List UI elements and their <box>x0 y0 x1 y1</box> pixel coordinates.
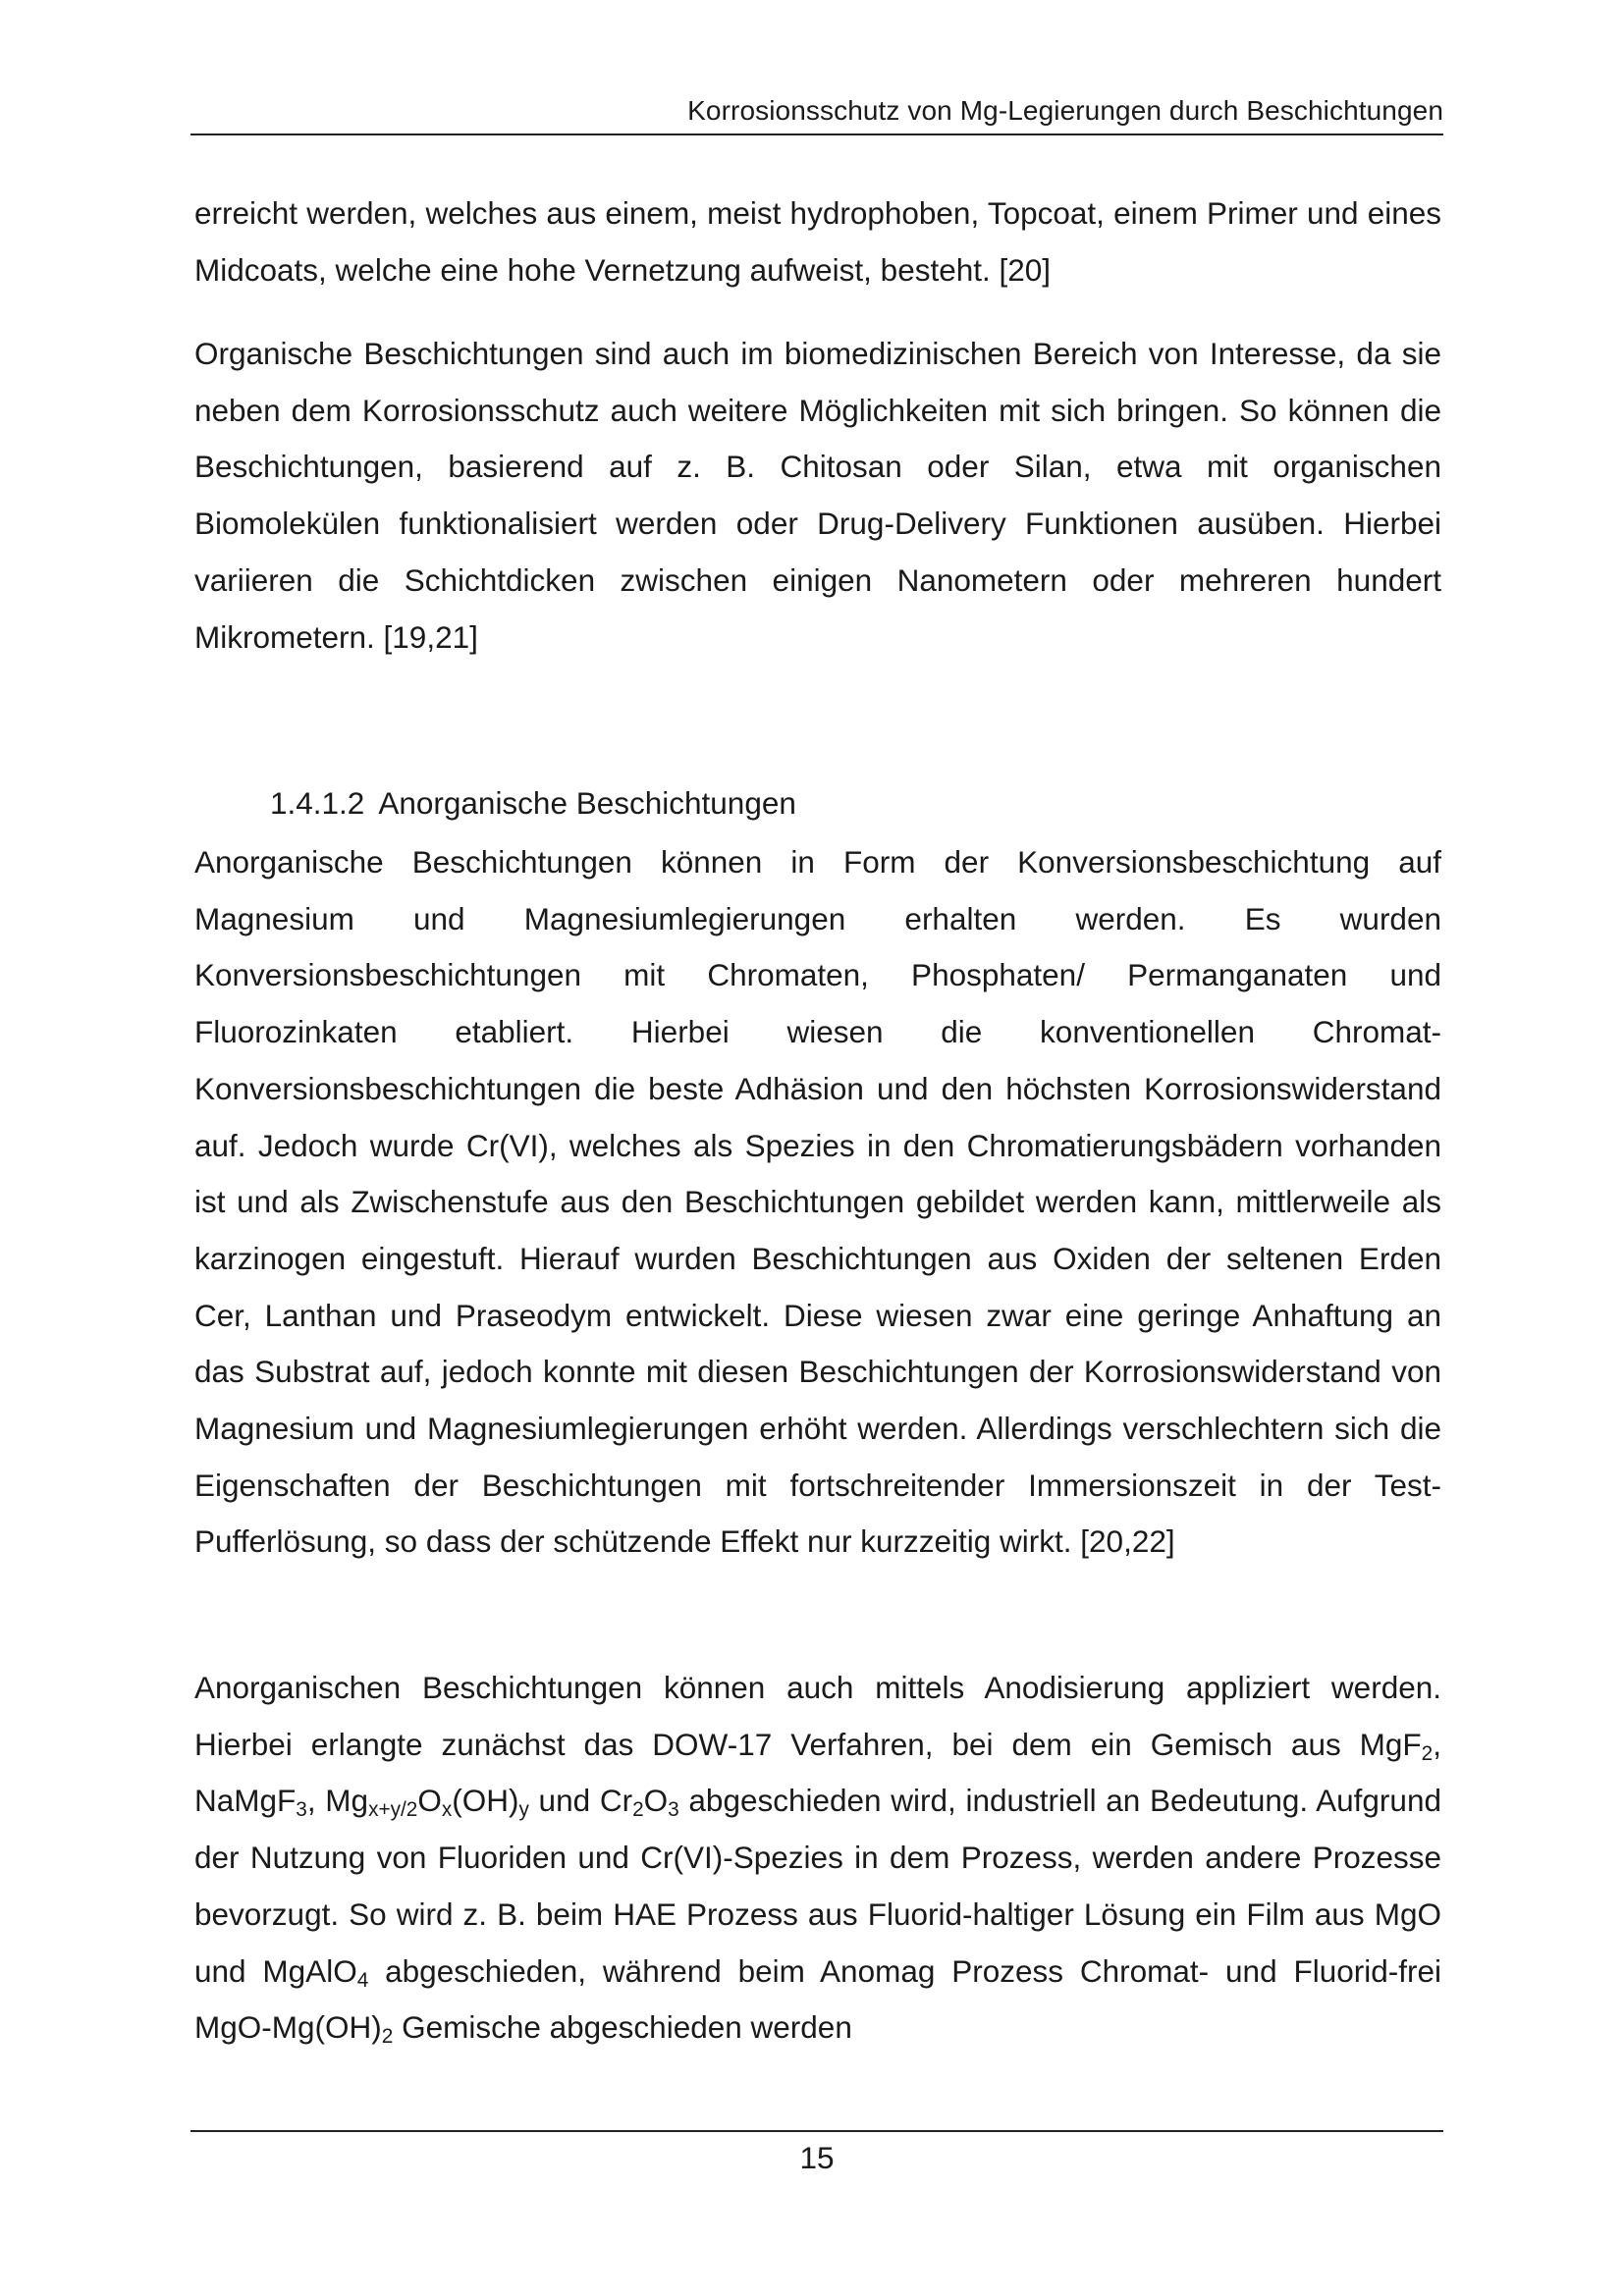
text-run: Gemische abgeschieden werden <box>393 2009 852 2046</box>
paragraph-2 <box>194 326 1441 666</box>
subscript: 4 <box>356 1968 369 1992</box>
text-run: O <box>643 1783 669 1819</box>
page-number: 15 <box>799 2140 835 2175</box>
subscript: 2 <box>381 2025 394 2049</box>
paragraph-3 <box>194 834 1441 1571</box>
header-rule <box>190 133 1443 135</box>
text-run: O <box>417 1783 442 1819</box>
subscript: 2 <box>1421 1741 1434 1765</box>
text-run: , NaMgF <box>194 1726 1441 1819</box>
text-run: Anorganischen Beschichtungen können auch mittels Anodisierung appliziert werden. Hierbei erlangte zunächst das DOW-17 Verfahren, bei dem ein Gemisch aus MgF <box>194 1670 1441 1762</box>
text-run: , Mg <box>306 1783 369 1819</box>
text-run: abgeschieden wird, industriell an Bedeutung. Aufgrund der Nutzung von Fluoriden und Cr(VI)-Spezies in dem Prozess, werden andere Prozesse bevorzugt. So wird z. B. beim HAE Prozess aus Fluorid-haltiger Lösung ein Film aus MgO und MgAlO <box>194 1783 1441 1989</box>
subscript: y <box>518 1798 529 1822</box>
paragraph-1-text: erreicht werden, welches aus einem, meist hydrophoben, Topcoat, einem Primer und eines Midcoats, welche eine hohe Vernetzung aufweist, besteht. [20] <box>194 195 1441 288</box>
running-header: Korrosionsschutz von Mg-Legierungen durch Beschichtungen <box>687 95 1443 126</box>
subscript: 2 <box>632 1798 644 1822</box>
paragraph-4-text <box>194 1660 1441 2056</box>
paragraph-4 <box>194 1660 1441 2056</box>
subscript: 3 <box>296 1798 307 1822</box>
section-number: 1.4.1.2 <box>270 785 365 821</box>
text-run: abgeschieden, während beim Anomag Prozess Chromat- und Fluorid-frei MgO-Mg(OH) <box>194 1952 1442 2046</box>
subscript: x+y/2 <box>368 1798 418 1822</box>
paragraph-1 <box>194 186 1441 298</box>
footer-rule <box>190 2130 1443 2132</box>
text-run: und Cr <box>528 1783 633 1819</box>
text-run: (OH) <box>452 1783 519 1819</box>
section-title: Anorganische Beschichtungen <box>378 785 796 821</box>
paragraph-3-text: Anorganische Beschichtungen können in Form der Konversionsbeschichtung auf Magnesium und Magnesiumlegierungen erhalten werden. Es wurden Konversionsbeschichtungen mit Chromaten, Phosphaten/ Permanganaten und Fluorozinkaten etabliert. Hierbei wiesen die konventionellen Chromat-Konversionsbeschichtungen die beste Adhäsion und den höchsten Korrosionswiderstand auf. Jedoch wurde Cr(VI), welches als Spezies in den Chromatierungsbädern vorhanden ist und als Zwischenstufe aus den Beschichtungen gebildet werden kann, mittlerweile als karzinogen eingestuft. Hierauf wurden Beschichtungen aus Oxiden der seltenen Erden Cer, Lanthan und Praseodym entwickelt. Diese wiesen zwar eine geringe Anhaftung an das Substrat auf, jedoch konnte mit diesen Beschichtungen der Korrosionswiderstand von Magnesium und Magnesiumlegierungen erhöht werden. Allerdings verschlechtern sich die Eigenschaften der Beschichtungen mit fortschreitender Immersionszeit in der Test-Pufferlösung, so dass der schützende Effekt nur kurzzeitig wirkt. [20,22] <box>194 844 1441 1560</box>
subscript: x <box>441 1798 453 1822</box>
section-heading <box>270 783 796 823</box>
subscript: 3 <box>668 1798 679 1822</box>
paragraph-2-text: Organische Beschichtungen sind auch im biomedizinischen Bereich von Interesse, da sie neben dem Korrosionsschutz auch weitere Möglichkeiten mit sich bringen. So können die Beschichtungen, basierend auf z. B. Chitosan oder Silan, etwa mit organischen Biomolekülen funktionalisiert werden oder Drug-Delivery Funktionen ausüben. Hierbei variieren die Schichtdicken zwischen einigen Nanometern oder mehreren hundert Mikrometern. [19,21] <box>194 336 1441 655</box>
